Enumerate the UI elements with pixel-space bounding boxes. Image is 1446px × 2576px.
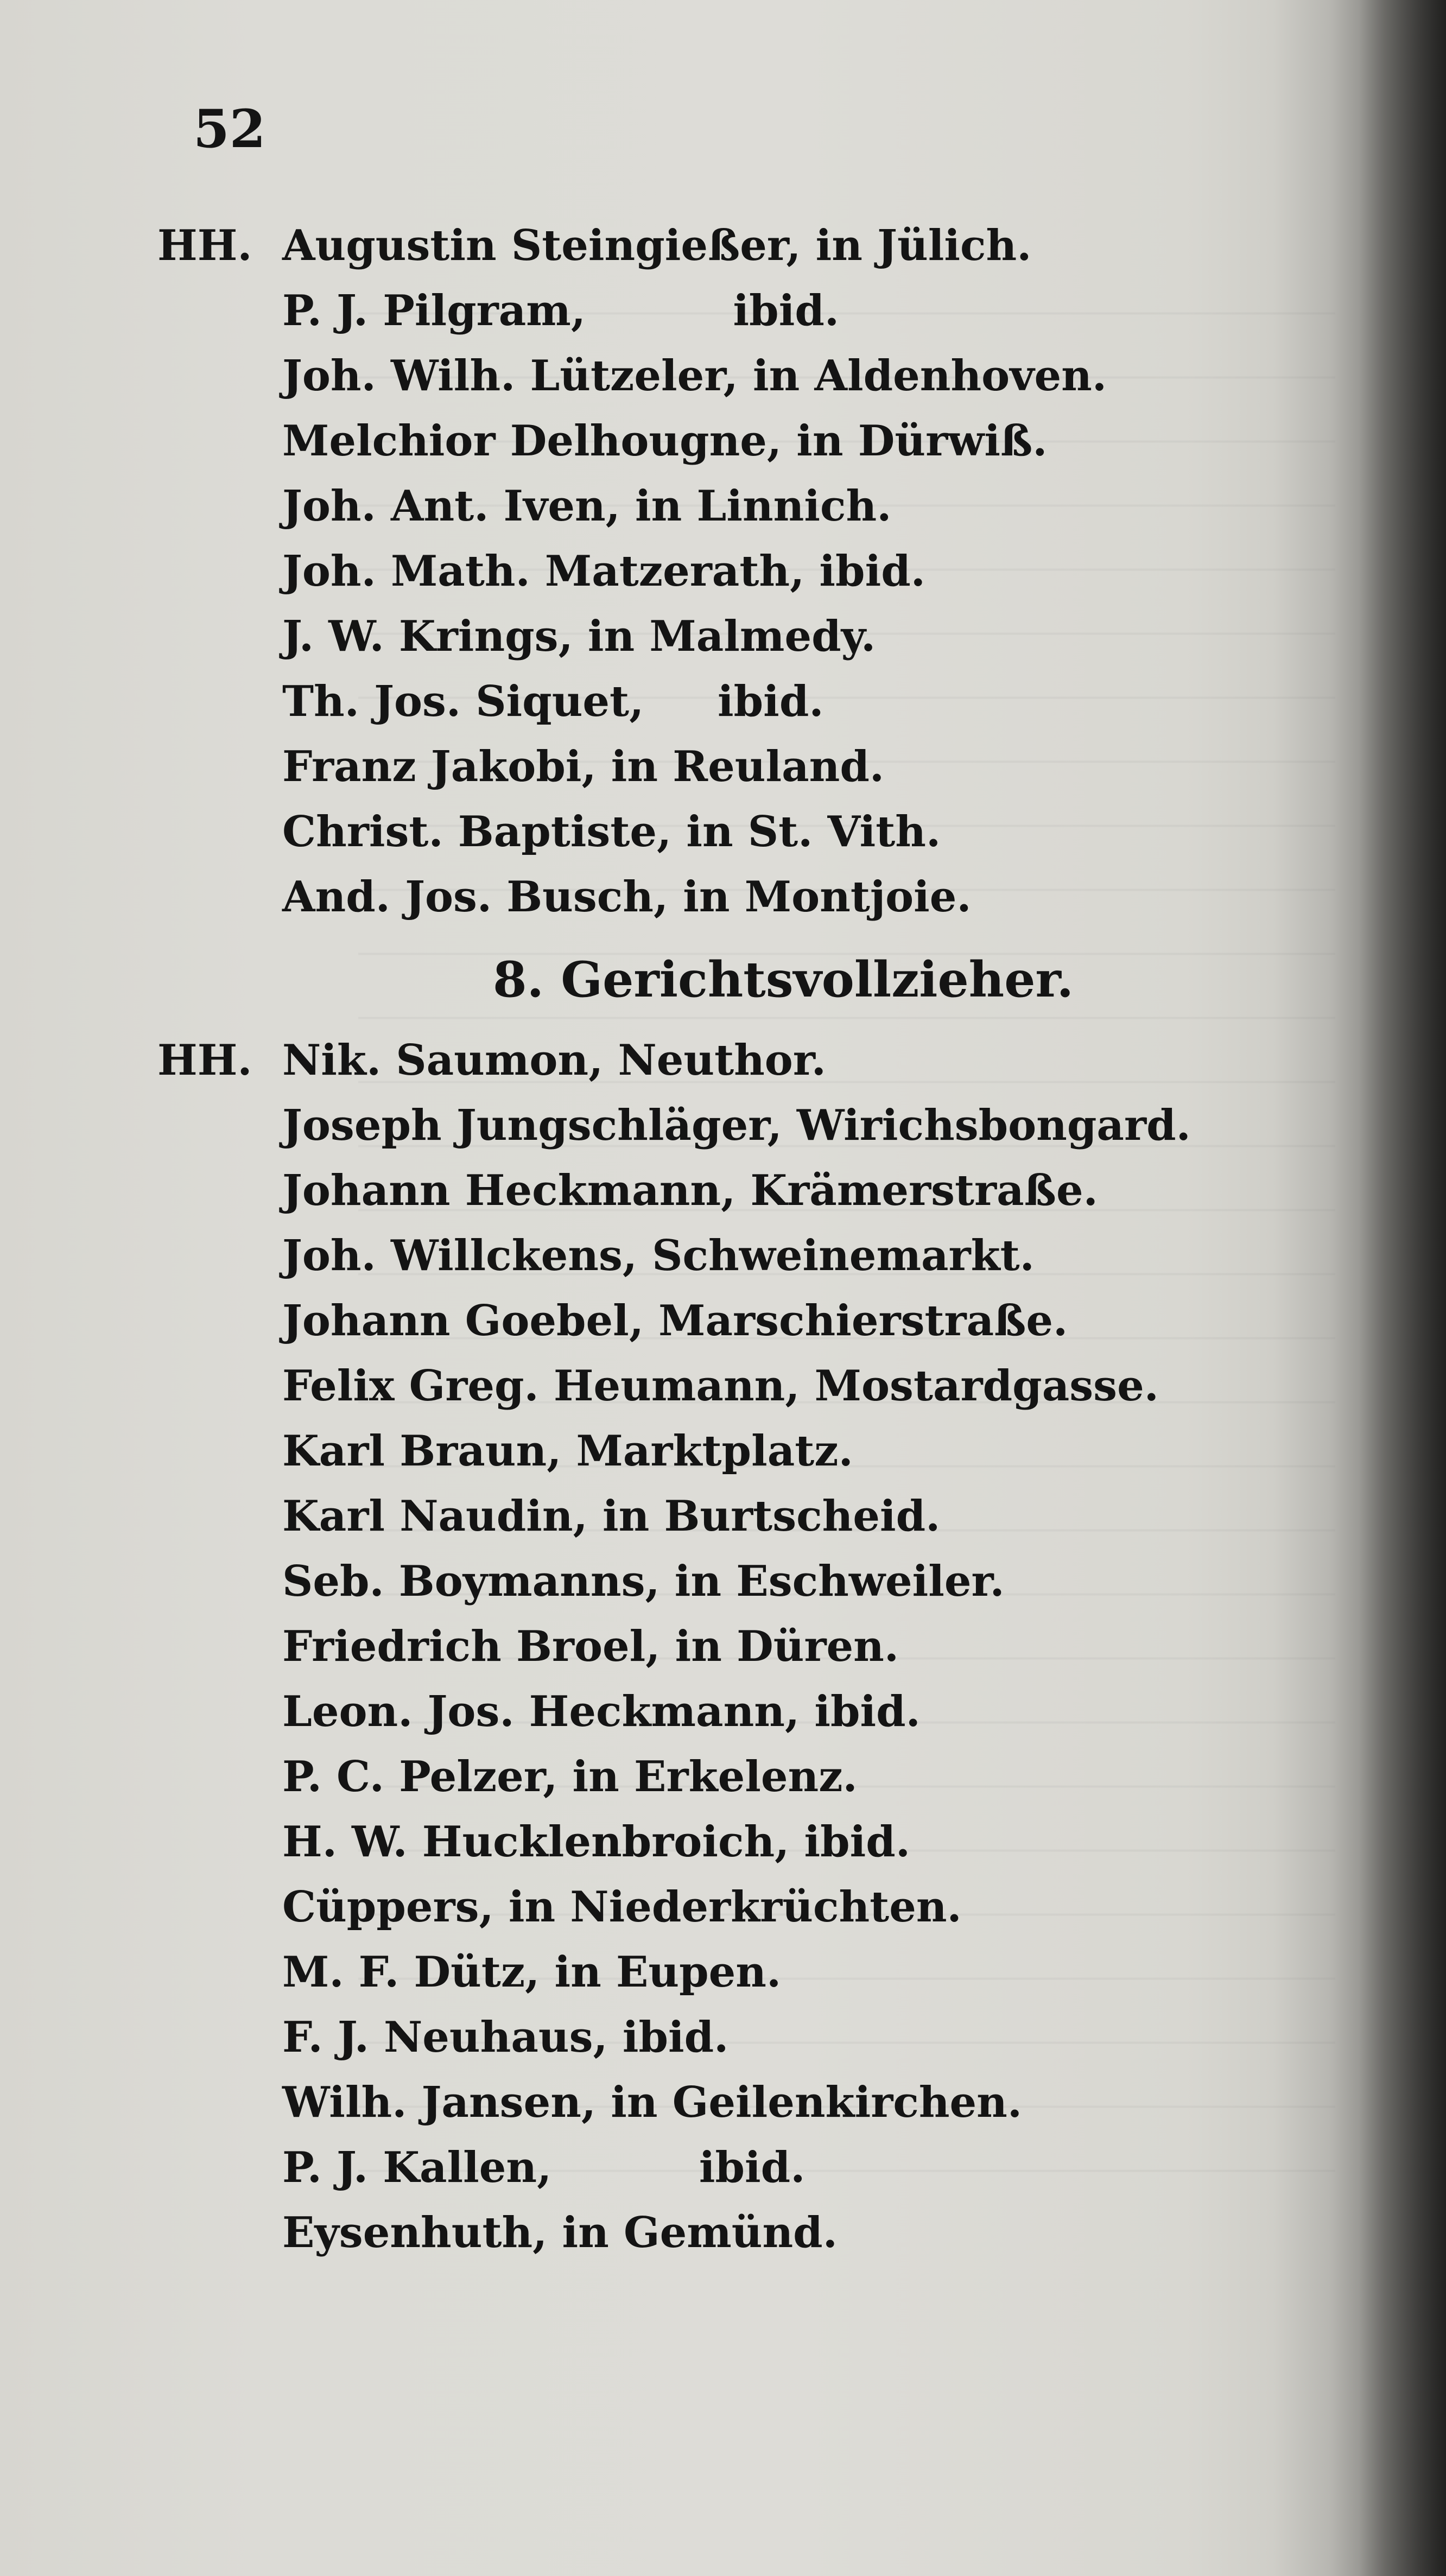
second-group-entry: Johann Goebel, Marschierstraße. (282, 1296, 1068, 1346)
first-group-entry: Franz Jakobi, in Reuland. (282, 742, 885, 791)
second-group-entry: Joseph Jungschläger, Wirichsbongard. (282, 1101, 1191, 1150)
second-group-prefix: HH. (157, 1036, 252, 1085)
first-group-entry: Melchior Delhougne, in Dürwiß. (282, 416, 1048, 466)
second-group-entry: P. J. Kallen, ibid. (282, 2143, 806, 2192)
second-group-entry: P. C. Pelzer, in Erkelenz. (282, 1752, 858, 1801)
second-group-entry: Karl Braun, Marktplatz. (282, 1426, 853, 1476)
second-group-entry: Seb. Boymanns, in Eschweiler. (282, 1557, 1005, 1606)
first-group-entry: Joh. Wilh. Lützeler, in Aldenhoven. (282, 351, 1107, 401)
second-group-entry: Joh. Willckens, Schweinemarkt. (282, 1231, 1035, 1280)
first-group-entry: And. Jos. Busch, in Montjoie. (282, 872, 972, 922)
second-group-entry: Wilh. Jansen, in Geilenkirchen. (282, 2078, 1023, 2127)
first-group-entry: Joh. Math. Matzerath, ibid. (282, 547, 925, 596)
page-edge-shadow (1359, 0, 1446, 2576)
section-title: 8. Gerichtsvollzieher. (493, 951, 1074, 1008)
page-number: 52 (193, 98, 266, 160)
second-group-entry: Cüppers, in Niederkrüchten. (282, 1882, 962, 1932)
first-group-entry: J. W. Krings, in Malmedy. (282, 612, 876, 661)
first-group-entry: Th. Jos. Siquet, ibid. (282, 677, 824, 726)
second-group-entry: Karl Naudin, in Burtscheid. (282, 1492, 941, 1541)
second-group-entry: Friedrich Broel, in Düren. (282, 1622, 899, 1671)
first-group-entry: Christ. Baptiste, in St. Vith. (282, 807, 941, 856)
first-group-entry: Joh. Ant. Iven, in Linnich. (282, 481, 892, 531)
second-group-entry: Eysenhuth, in Gemünd. (282, 2208, 838, 2257)
first-group-entry: P. J. Pilgram, ibid. (282, 286, 840, 335)
second-group-entry: M. F. Dütz, in Eupen. (282, 1947, 782, 1997)
second-group-entry: Felix Greg. Heumann, Mostardgasse. (282, 1361, 1159, 1411)
first-group-prefix: HH. (157, 221, 252, 270)
second-group-entry: Leon. Jos. Heckmann, ibid. (282, 1687, 921, 1736)
second-group-entry: F. J. Neuhaus, ibid. (282, 2013, 729, 2062)
second-group-entry: Nik. Saumon, Neuthor. (282, 1036, 826, 1085)
second-group-entry: H. W. Hucklenbroich, ibid. (282, 1817, 910, 1867)
second-group-entry: Johann Heckmann, Krämerstraße. (282, 1166, 1098, 1215)
first-group-entry: Augustin Steingießer, in Jülich. (282, 221, 1032, 270)
